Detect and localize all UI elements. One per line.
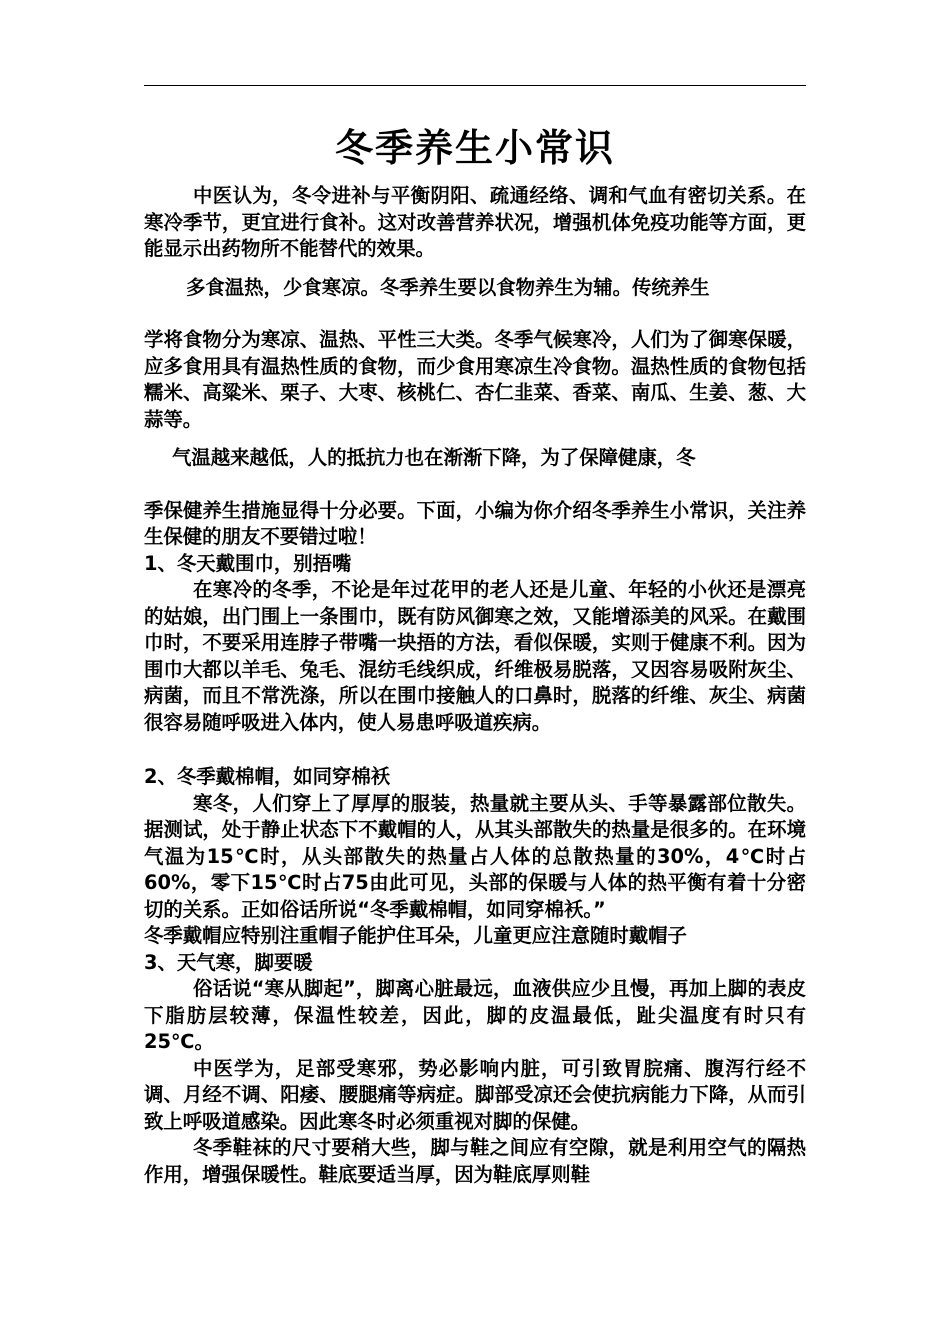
paragraph-diet-lead: 多食温热，少食寒凉。冬季养生要以食物养生为辅。传统养生 <box>186 275 710 299</box>
header-rule <box>144 85 806 86</box>
section-heading-feet: 3、天气寒，脚要暖 <box>144 950 313 974</box>
paragraph-intro: 中医认为，冬令进补与平衡阴阳、疏通经络、调和气血有密切关系。在寒冷季节，更宜进行食补。这对改善营养状况，增强机体免疫功能等方面，更能显示出药物所不能替代的效果。 <box>144 184 806 260</box>
page-title: 冬季养生小常识 <box>334 126 615 170</box>
paragraph-hat-note: 冬季戴帽应特别注重帽子能护住耳朵，儿童更应注意随时戴帽子 <box>144 924 687 947</box>
section-heading-hat: 2、冬季戴棉帽，如同穿棉袄 <box>144 765 391 788</box>
paragraph-feet-shoes: 冬季鞋袜的尺寸要稍大些，脚与鞋之间应有空隙，就是利用空气的隔热作用，增强保暖性。鞋底要适当厚，因为鞋底厚则鞋 <box>144 1136 806 1186</box>
article-body <box>144 183 806 1188</box>
paragraph-feet: 俗话说“寒从脚起”，脚离心脏最远，血液供应少且慢，再加上脚的表皮下脂肪层较薄，保温性较差，因此，脚的皮温最低，趾尖温度有时只有25℃。 <box>144 977 806 1053</box>
paragraph-hat: 寒冬，人们穿上了厚厚的服装，热量就主要从头、手等暴露部位散失。据测试，处于静止状态下不戴帽的人，从其头部散失的热量是很多的。在环境气温为15℃时，从头部散失的热量占人体的总散热量的30%，4℃时占60%，零下15℃时占75由此可见，头部的保暖与人体的热平衡有着十分密切的关系。正如俗话所说“冬季戴棉帽，如同穿棉袄。” <box>144 791 806 921</box>
paragraph-feet-tcm: 中医学为，足部受寒邪，势必影响内脏，可引致胃脘痛、腹泻行经不调、月经不调、阳痿、腰腿痛等病症。脚部受凉还会使抗病能力下降，从而引致上呼吸道感染。因此寒冬时必须重视对脚的保健。 <box>144 1056 806 1133</box>
paragraph-diet: 学将食物分为寒凉、温热、平性三大类。冬季气候寒冷，人们为了御寒保暖，应多食用具有温热性质的食物，而少食用寒凉生冷食物。温热性质的食物包括糯米、高粱米、栗子、大枣、核桃仁、杏仁韭菜、香菜、南瓜、生姜、葱、大蒜等。 <box>144 328 806 431</box>
section-heading-scarf: 1、冬天戴围巾，别捂嘴 <box>144 551 352 575</box>
paragraph-health: 季保健养生措施显得十分必要。下面，小编为你介绍冬季养生小常识，关注养生保健的朋友不要错过啦！ <box>144 498 806 548</box>
paragraph-scarf: 在寒冷的冬季，不论是年过花甲的老人还是儿童、年轻的小伙还是漂亮的姑娘，出门围上一条围巾，既有防风御寒之效，又能增添美的风采。在戴围巾时，不要采用连脖子带嘴一块捂的方法，看似保暖，实则于健康不利。因为围巾大都以羊毛、兔毛、混纺毛线织成，纤维极易脱落，又因容易吸附灰尘、病菌，而且不常洗涤，所以在围巾接触人的口鼻时，脱落的纤维、灰尘、病菌很容易随呼吸进入体内，使人易患呼吸道疾病。 <box>144 578 806 734</box>
paragraph-health-lead: 气温越来越低，人的抵抗力也在渐渐下降，为了保障健康，冬 <box>172 446 696 469</box>
